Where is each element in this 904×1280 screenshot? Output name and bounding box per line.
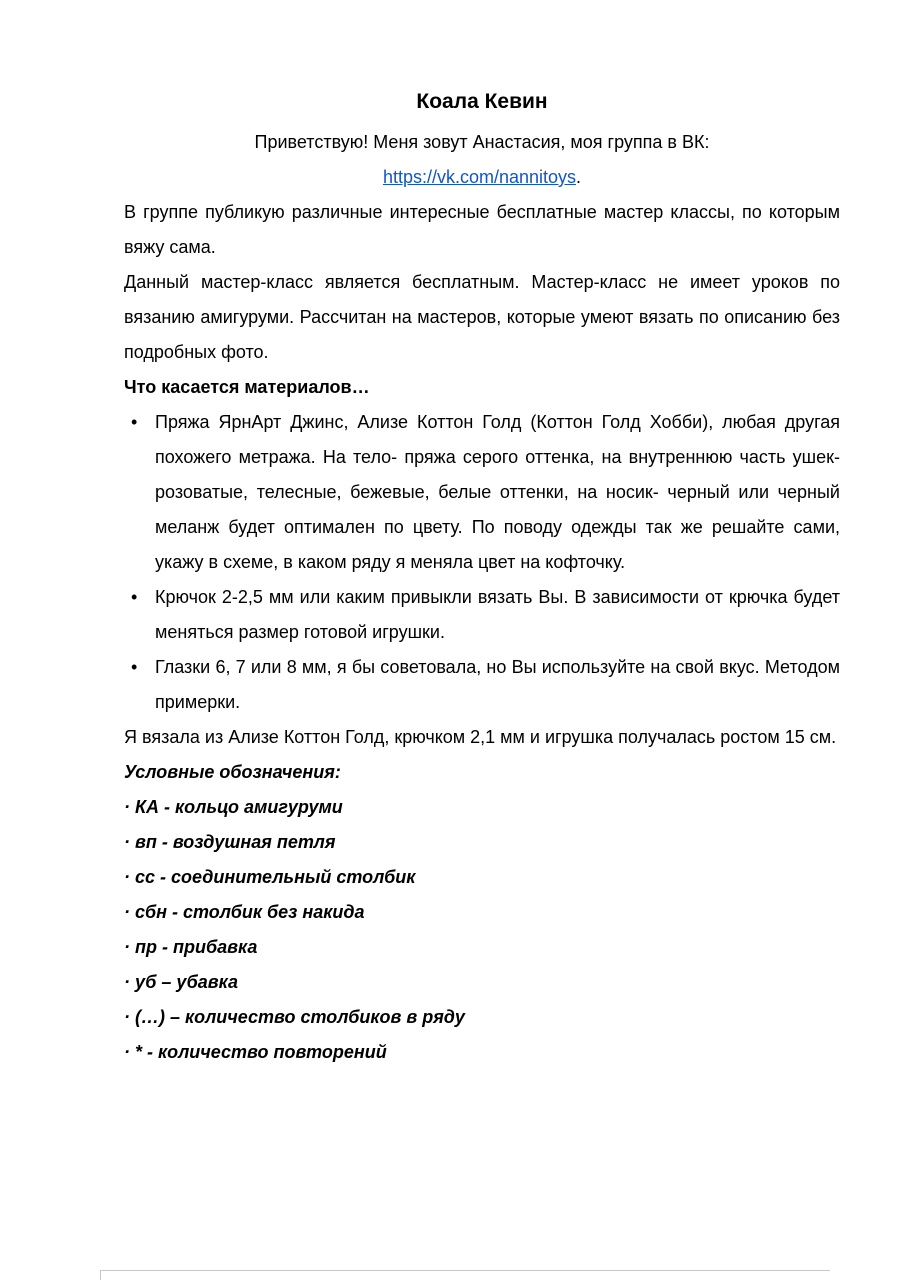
bullet-item-hook (124, 580, 840, 650)
bullet-text-eyes: Глазки 6, 7 или 8 мм, я бы советовала, но Вы используйте на свой вкус. Методом примерки. (155, 657, 840, 712)
greeting-line: Приветствую! Меня зовут Анастасия, моя группа в ВК: (254, 132, 710, 152)
paragraph-group-intro: В группе публикую различные интересные бесплатные мастер классы, по которым вяжу сама. (124, 202, 840, 257)
legend-item-pr: · пр - прибавка (124, 937, 258, 957)
legend-item-ss: · сс - соединительный столбик (124, 867, 416, 887)
bullet-text-hook: Крючок 2-2,5 мм или каким привыкли вязать Вы. В зависимости от крючка будет меняться размер готовой игрушки. (155, 587, 840, 642)
next-page-edge-artifact (100, 1270, 830, 1280)
vk-group-link[interactable]: https://vk.com/nannitoys (382, 167, 577, 187)
bullet-item-eyes (124, 650, 840, 720)
legend-item-sbn: · сбн - столбик без накида (124, 902, 365, 922)
materials-heading: Что касается материалов… (124, 377, 370, 397)
materials-bullet-list (124, 405, 840, 720)
legend-item-vp: · вп - воздушная петля (124, 832, 336, 852)
bullet-icon: • (131, 412, 138, 432)
link-line (124, 160, 840, 195)
legend-heading: Условные обозначения: (124, 762, 341, 782)
paragraph-summary: Я вязала из Ализе Коттон Голд, крючком 2,1 мм и игрушка получалась ростом 15 см. (124, 727, 837, 747)
paragraph-masterclass: Данный мастер-класс является бесплатным. Мастер-класс не имеет уроков по вязанию амигуруми. Рассчитан на мастеров, которые умеют вязать по описанию без подробных фото. (124, 272, 840, 362)
bullet-icon: • (131, 657, 138, 677)
bullet-item-yarn (124, 405, 840, 580)
legend-item-repeat: · * - количество повторений (124, 1042, 387, 1062)
page-title: Коала Кевин (416, 90, 548, 113)
legend-list (124, 790, 840, 1070)
legend-item-count: · (…) – количество столбиков в ряду (124, 1007, 465, 1027)
bullet-text-yarn: Пряжа ЯрнАрт Джинс, Ализе Коттон Голд (Коттон Голд Хобби), любая другая похожего метража. На тело- пряжа серого оттенка, на внутреннюю часть ушек- розоватые, телесные, бежевые, белые оттенки, на носик- черный или черный меланж будет оптимален по цвету. По поводу одежды так же решайте сами, укажу в схеме, в каком ряду я меняла цвет на кофточку. (155, 412, 840, 572)
bullet-icon: • (131, 587, 138, 607)
legend-item-ka: · КА - кольцо амигуруми (124, 797, 343, 817)
legend-item-ub: · уб – убавка (124, 972, 238, 992)
link-period: . (576, 167, 582, 187)
